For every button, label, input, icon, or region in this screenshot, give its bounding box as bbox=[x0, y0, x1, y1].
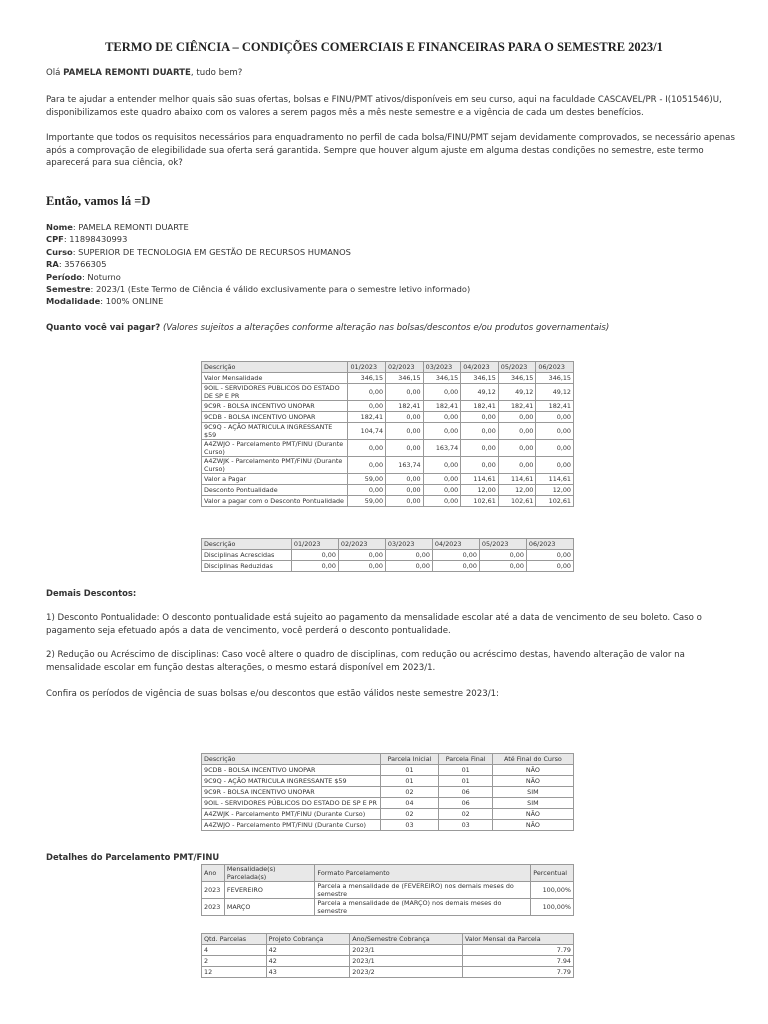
desconto-pontualidade-text: 1) Desconto Pontualidade: O desconto pontualidade está sujeito ao pagamento da mensalidade escolar até a data de vencimento de seu boleto. Caso o pagamento seja efetuado após a data de vencimento, você perderá o desconto pontualidade. bbox=[46, 613, 702, 636]
table-row bbox=[202, 561, 574, 572]
table-cell: 2023/2 bbox=[350, 967, 463, 978]
table-cell: 0,00 bbox=[479, 561, 526, 572]
intro-paragraph-2: Importante que todos os requisitos necessários para enquadramento no perfil de cada bolsa/FINU/PMT sejam devidamente comprovados, se necessário apenas após a comprovação de elegibilidade sua oferta será garantida. Sempre que houver algum ajuste em alguma destas condições no semestre, este termo aparecerá para sua ciência, ok? bbox=[46, 133, 735, 169]
table-cell: 0,00 bbox=[423, 423, 461, 440]
table-cell: 0,00 bbox=[461, 440, 499, 457]
table-cell: 0,00 bbox=[432, 561, 479, 572]
intro-paragraph-1: Para te ajudar a entender melhor quais são suas ofertas, bolsas e FINU/PMT ativos/disponíveis em seu curso, aqui na faculdade CASCAVEL/PR - I(1051546)U, disponibilizamos este quadro abaixo com os valores a serem pagos mês a mês neste semestre e a vigência de cada um destes benefícios. bbox=[46, 95, 722, 118]
table-cell: 02 bbox=[380, 787, 439, 798]
table-cell: 01 bbox=[380, 765, 439, 776]
table-header-cell: 03/2023 bbox=[385, 539, 432, 550]
table-header-cell: Projeto Cobrança bbox=[266, 934, 350, 945]
table-cell: 2023 bbox=[202, 899, 225, 916]
table-row bbox=[202, 809, 574, 820]
info-periodo: Período: Noturno bbox=[46, 271, 121, 282]
table-cell: NÃO bbox=[492, 776, 573, 787]
table-header-cell: Percentual bbox=[531, 865, 574, 882]
table-cell: 7.79 bbox=[462, 945, 573, 956]
table-cell: 346,15 bbox=[423, 373, 461, 384]
table-row bbox=[202, 457, 574, 474]
table-header-cell: Até Final do Curso bbox=[492, 754, 573, 765]
table-cell: 163,74 bbox=[386, 457, 424, 474]
table-cell: 2023/1 bbox=[350, 945, 463, 956]
table-cell: FEVEREIRO bbox=[224, 882, 315, 899]
monthly-values-table bbox=[201, 361, 574, 507]
table-cell: 0,00 bbox=[385, 550, 432, 561]
table-row bbox=[202, 765, 574, 776]
table-row bbox=[202, 945, 574, 956]
table-cell: NÃO bbox=[492, 809, 573, 820]
info-cpf: CPF: 11898430993 bbox=[46, 234, 128, 245]
table-row bbox=[202, 820, 574, 831]
table-header-cell: Descrição bbox=[202, 362, 348, 373]
table-row bbox=[202, 882, 574, 899]
table-cell: 49,12 bbox=[461, 384, 499, 401]
table-cell: 100,00% bbox=[531, 899, 574, 916]
detalhes-title: Detalhes do Parcelamento PMT/FINU bbox=[46, 852, 220, 862]
table-cell: NÃO bbox=[492, 820, 573, 831]
table-cell: Parcela a mensalidade de (MARÇO) nos demais meses do semestre bbox=[315, 899, 531, 916]
table-cell: 2 bbox=[202, 956, 267, 967]
table-cell: 0,00 bbox=[461, 457, 499, 474]
info-semestre: Semestre: 2023/1 (Este Termo de Ciência é válido exclusivamente para o semestre letivo informado) bbox=[46, 284, 471, 295]
disciplines-table bbox=[201, 538, 574, 572]
table-header-cell: 06/2023 bbox=[526, 539, 573, 550]
table-cell: 182,41 bbox=[348, 412, 386, 423]
table-header-cell: Descrição bbox=[202, 754, 381, 765]
table-row bbox=[202, 440, 574, 457]
table-cell: 0,00 bbox=[498, 423, 536, 440]
table-cell: 9OIL - SERVIDORES PÚBLICOS DO ESTADO DE SP E PR bbox=[202, 798, 381, 809]
table-cell: 114,61 bbox=[536, 474, 574, 485]
table-cell: 163,74 bbox=[423, 440, 461, 457]
table-header-cell: Valor Mensal da Parcela bbox=[462, 934, 573, 945]
table-cell: 4 bbox=[202, 945, 267, 956]
installment-detail-table bbox=[201, 933, 574, 978]
table-row bbox=[202, 967, 574, 978]
table-cell: 0,00 bbox=[338, 550, 385, 561]
table-cell: 114,61 bbox=[498, 474, 536, 485]
table-cell: 0,00 bbox=[386, 496, 424, 507]
table-header-cell: Descrição bbox=[202, 539, 292, 550]
info-curso: Curso: SUPERIOR DE TECNOLOGIA EM GESTÃO DE RECURSOS HUMANOS bbox=[46, 246, 351, 257]
table-cell: 12,00 bbox=[461, 485, 499, 496]
table-cell: 59,00 bbox=[348, 496, 386, 507]
section-heading: Então, vamos lá =D bbox=[46, 194, 151, 208]
table-cell: 0,00 bbox=[526, 561, 573, 572]
info-name: Nome: PAMELA REMONTI DUARTE bbox=[46, 222, 189, 232]
greeting-name: PAMELA REMONTI DUARTE bbox=[63, 68, 191, 78]
table-header-cell: Parcela Final bbox=[439, 754, 492, 765]
table-cell: 346,15 bbox=[498, 373, 536, 384]
table-row bbox=[202, 798, 574, 809]
table-header-cell: 01/2023 bbox=[291, 539, 338, 550]
table-cell: 0,00 bbox=[291, 550, 338, 561]
table-row bbox=[202, 384, 574, 401]
table-cell: 0,00 bbox=[423, 496, 461, 507]
table-cell: Valor a Pagar bbox=[202, 474, 348, 485]
table-cell: A4ZWJK - Parcelamento PMT/FINU (Durante Curso) bbox=[202, 809, 381, 820]
table-header-cell: 04/2023 bbox=[432, 539, 479, 550]
table-cell: SIM bbox=[492, 798, 573, 809]
table-cell: 0,00 bbox=[348, 401, 386, 412]
table-cell: 0,00 bbox=[348, 440, 386, 457]
table-header-cell: Mensalidade(s) Parcelada(s) bbox=[224, 865, 315, 882]
info-modalidade: Modalidade: 100% ONLINE bbox=[46, 296, 164, 307]
greeting-suffix: , tudo bem? bbox=[190, 68, 243, 78]
table-cell: 182,41 bbox=[461, 401, 499, 412]
document-title: TERMO DE CIÊNCIA – CONDIÇÕES COMERCIAIS E FINANCEIRAS PARA O SEMESTRE 2023/1 bbox=[105, 40, 663, 54]
table-cell: 0,00 bbox=[385, 561, 432, 572]
table-header-row bbox=[202, 934, 574, 945]
table-cell: 0,00 bbox=[536, 457, 574, 474]
table-cell: A4ZWJO - Parcelamento PMT/FINU (Durante Curso) bbox=[202, 820, 381, 831]
table-cell: 9OIL - SERVIDORES PUBLICOS DO ESTADO DE SP E PR bbox=[202, 384, 348, 401]
table-header-row bbox=[202, 865, 574, 882]
table-cell: A4ZWJK - Parcelamento PMT/FINU (Durante Curso) bbox=[202, 457, 348, 474]
table-header-cell: 05/2023 bbox=[498, 362, 536, 373]
table-cell: 02 bbox=[380, 809, 439, 820]
table-row bbox=[202, 776, 574, 787]
table-cell: 9C9R - BOLSA INCENTIVO UNOPAR bbox=[202, 401, 348, 412]
table-cell: 0,00 bbox=[461, 423, 499, 440]
table-row bbox=[202, 899, 574, 916]
table-cell: 182,41 bbox=[536, 401, 574, 412]
table-header-cell: Formato Parcelamento bbox=[315, 865, 531, 882]
table-cell: 182,41 bbox=[498, 401, 536, 412]
table-row bbox=[202, 412, 574, 423]
table-cell: 182,41 bbox=[423, 401, 461, 412]
table-cell: 06 bbox=[439, 798, 492, 809]
table-header-cell: 05/2023 bbox=[479, 539, 526, 550]
table-cell: 0,00 bbox=[536, 423, 574, 440]
table-cell: NÃO bbox=[492, 765, 573, 776]
table-cell: 0,00 bbox=[536, 440, 574, 457]
table-cell: 0,00 bbox=[386, 384, 424, 401]
table-cell: SIM bbox=[492, 787, 573, 798]
table-cell: 12,00 bbox=[498, 485, 536, 496]
table-cell: 0,00 bbox=[423, 384, 461, 401]
table-cell: 0,00 bbox=[386, 485, 424, 496]
table-row bbox=[202, 485, 574, 496]
table-cell: 0,00 bbox=[348, 384, 386, 401]
validity-table bbox=[201, 753, 574, 831]
table-cell: 0,00 bbox=[386, 412, 424, 423]
table-cell: 0,00 bbox=[536, 412, 574, 423]
table-row bbox=[202, 956, 574, 967]
table-cell: 0,00 bbox=[423, 474, 461, 485]
table-cell: Disciplinas Reduzidas bbox=[202, 561, 292, 572]
table-cell: 2023 bbox=[202, 882, 225, 899]
table-cell: 42 bbox=[266, 956, 350, 967]
reducao-disciplinas-text: 2) Redução ou Acréscimo de disciplinas: Caso você altere o quadro de disciplinas, com redução ou acréscimo destas, havendo alteração de valor na mensalidade escolar em função destas alterações, o mesmo estará disponível em 2023/1. bbox=[46, 650, 685, 673]
table-cell: Disciplinas Acrescidas bbox=[202, 550, 292, 561]
table-cell: 0,00 bbox=[423, 457, 461, 474]
table-row bbox=[202, 496, 574, 507]
table-cell: 0,00 bbox=[432, 550, 479, 561]
table-cell: 102,61 bbox=[536, 496, 574, 507]
confira-text: Confira os períodos de vigência de suas bolsas e/ou descontos que estão válidos neste semestre 2023/1: bbox=[46, 689, 499, 699]
table-cell: 0,00 bbox=[386, 423, 424, 440]
table-row bbox=[202, 423, 574, 440]
table-cell: 0,00 bbox=[338, 561, 385, 572]
table-header-cell: 02/2023 bbox=[386, 362, 424, 373]
table-header-cell: Ano/Semestre Cobrança bbox=[350, 934, 463, 945]
table-cell: 01 bbox=[439, 765, 492, 776]
table-cell: 114,61 bbox=[461, 474, 499, 485]
table-cell: Valor Mensalidade bbox=[202, 373, 348, 384]
table-cell: Desconto Pontualidade bbox=[202, 485, 348, 496]
table-header-cell: 03/2023 bbox=[423, 362, 461, 373]
table-cell: 182,41 bbox=[386, 401, 424, 412]
installment-format-table bbox=[201, 864, 574, 916]
table-cell: 12,00 bbox=[536, 485, 574, 496]
table-cell: 9C9Q - AÇÃO MATRICULA INGRESSANTE $59 bbox=[202, 423, 348, 440]
table-row bbox=[202, 373, 574, 384]
table-cell: 59,00 bbox=[348, 474, 386, 485]
table-header-cell: Qtd. Parcelas bbox=[202, 934, 267, 945]
table-cell: 49,12 bbox=[498, 384, 536, 401]
table-cell: 102,61 bbox=[461, 496, 499, 507]
table-cell: 7.79 bbox=[462, 967, 573, 978]
table-cell: 2023/1 bbox=[350, 956, 463, 967]
table-cell: 9C9R - BOLSA INCENTIVO UNOPAR bbox=[202, 787, 381, 798]
student-info bbox=[46, 221, 470, 308]
table-cell: 04 bbox=[380, 798, 439, 809]
table-cell: 0,00 bbox=[498, 412, 536, 423]
table-cell: 100,00% bbox=[531, 882, 574, 899]
table-cell: Parcela a mensalidade de (FEVEREIRO) nos demais meses do semestre bbox=[315, 882, 531, 899]
greeting bbox=[46, 67, 736, 80]
table-cell: 9C9Q - AÇÃO MATRICULA INGRESSANTE $59 bbox=[202, 776, 381, 787]
table-cell: 0,00 bbox=[498, 440, 536, 457]
table-header-cell: 04/2023 bbox=[461, 362, 499, 373]
table-cell: 346,15 bbox=[461, 373, 499, 384]
table-header-row bbox=[202, 362, 574, 373]
table-cell: Valor a pagar com o Desconto Pontualidade bbox=[202, 496, 348, 507]
table-header-cell: Parcela Inicial bbox=[380, 754, 439, 765]
table-header-cell: 02/2023 bbox=[338, 539, 385, 550]
table-cell: 9CDB - BOLSA INCENTIVO UNOPAR bbox=[202, 412, 348, 423]
table-cell: 0,00 bbox=[526, 550, 573, 561]
table-row bbox=[202, 787, 574, 798]
table-cell: 02 bbox=[439, 809, 492, 820]
table-cell: 346,15 bbox=[536, 373, 574, 384]
table-cell: 03 bbox=[380, 820, 439, 831]
table-row bbox=[202, 550, 574, 561]
table-row bbox=[202, 401, 574, 412]
table-row bbox=[202, 474, 574, 485]
table-header-row bbox=[202, 539, 574, 550]
table-cell: 01 bbox=[439, 776, 492, 787]
table-cell: 0,00 bbox=[348, 485, 386, 496]
table-cell: A4ZWJO - Parcelamento PMT/FINU (Durante Curso) bbox=[202, 440, 348, 457]
table-cell: 102,61 bbox=[498, 496, 536, 507]
table-cell: 0,00 bbox=[423, 412, 461, 423]
table-cell: MARÇO bbox=[224, 899, 315, 916]
table-cell: 0,00 bbox=[479, 550, 526, 561]
table-cell: 0,00 bbox=[498, 457, 536, 474]
greeting-prefix: Olá bbox=[46, 68, 61, 78]
table-cell: 0,00 bbox=[461, 412, 499, 423]
table-cell: 01 bbox=[380, 776, 439, 787]
table-cell: 12 bbox=[202, 967, 267, 978]
table-cell: 346,15 bbox=[348, 373, 386, 384]
table-cell: 49,12 bbox=[536, 384, 574, 401]
table-header-cell: 06/2023 bbox=[536, 362, 574, 373]
table-cell: 0,00 bbox=[348, 457, 386, 474]
table-cell: 0,00 bbox=[291, 561, 338, 572]
table-cell: 104,74 bbox=[348, 423, 386, 440]
table-cell: 346,15 bbox=[386, 373, 424, 384]
pay-question: Quanto você vai pagar? bbox=[46, 323, 161, 333]
table-header-cell: 01/2023 bbox=[348, 362, 386, 373]
table-cell: 43 bbox=[266, 967, 350, 978]
info-ra: RA: 35766305 bbox=[46, 259, 107, 270]
table-cell: 9CDB - BOLSA INCENTIVO UNOPAR bbox=[202, 765, 381, 776]
table-cell: 42 bbox=[266, 945, 350, 956]
demais-descontos-title: Demais Descontos: bbox=[46, 588, 137, 598]
table-cell: 0,00 bbox=[386, 440, 424, 457]
table-cell: 03 bbox=[439, 820, 492, 831]
table-cell: 06 bbox=[439, 787, 492, 798]
table-cell: 0,00 bbox=[386, 474, 424, 485]
table-header-cell: Ano bbox=[202, 865, 225, 882]
table-cell: 7.94 bbox=[462, 956, 573, 967]
table-cell: 0,00 bbox=[423, 485, 461, 496]
pay-note: (Valores sujeitos a alterações conforme alteração nas bolsas/descontos e/ou produtos governamentais) bbox=[162, 323, 610, 333]
table-header-row bbox=[202, 754, 574, 765]
pay-question-line bbox=[46, 322, 736, 335]
